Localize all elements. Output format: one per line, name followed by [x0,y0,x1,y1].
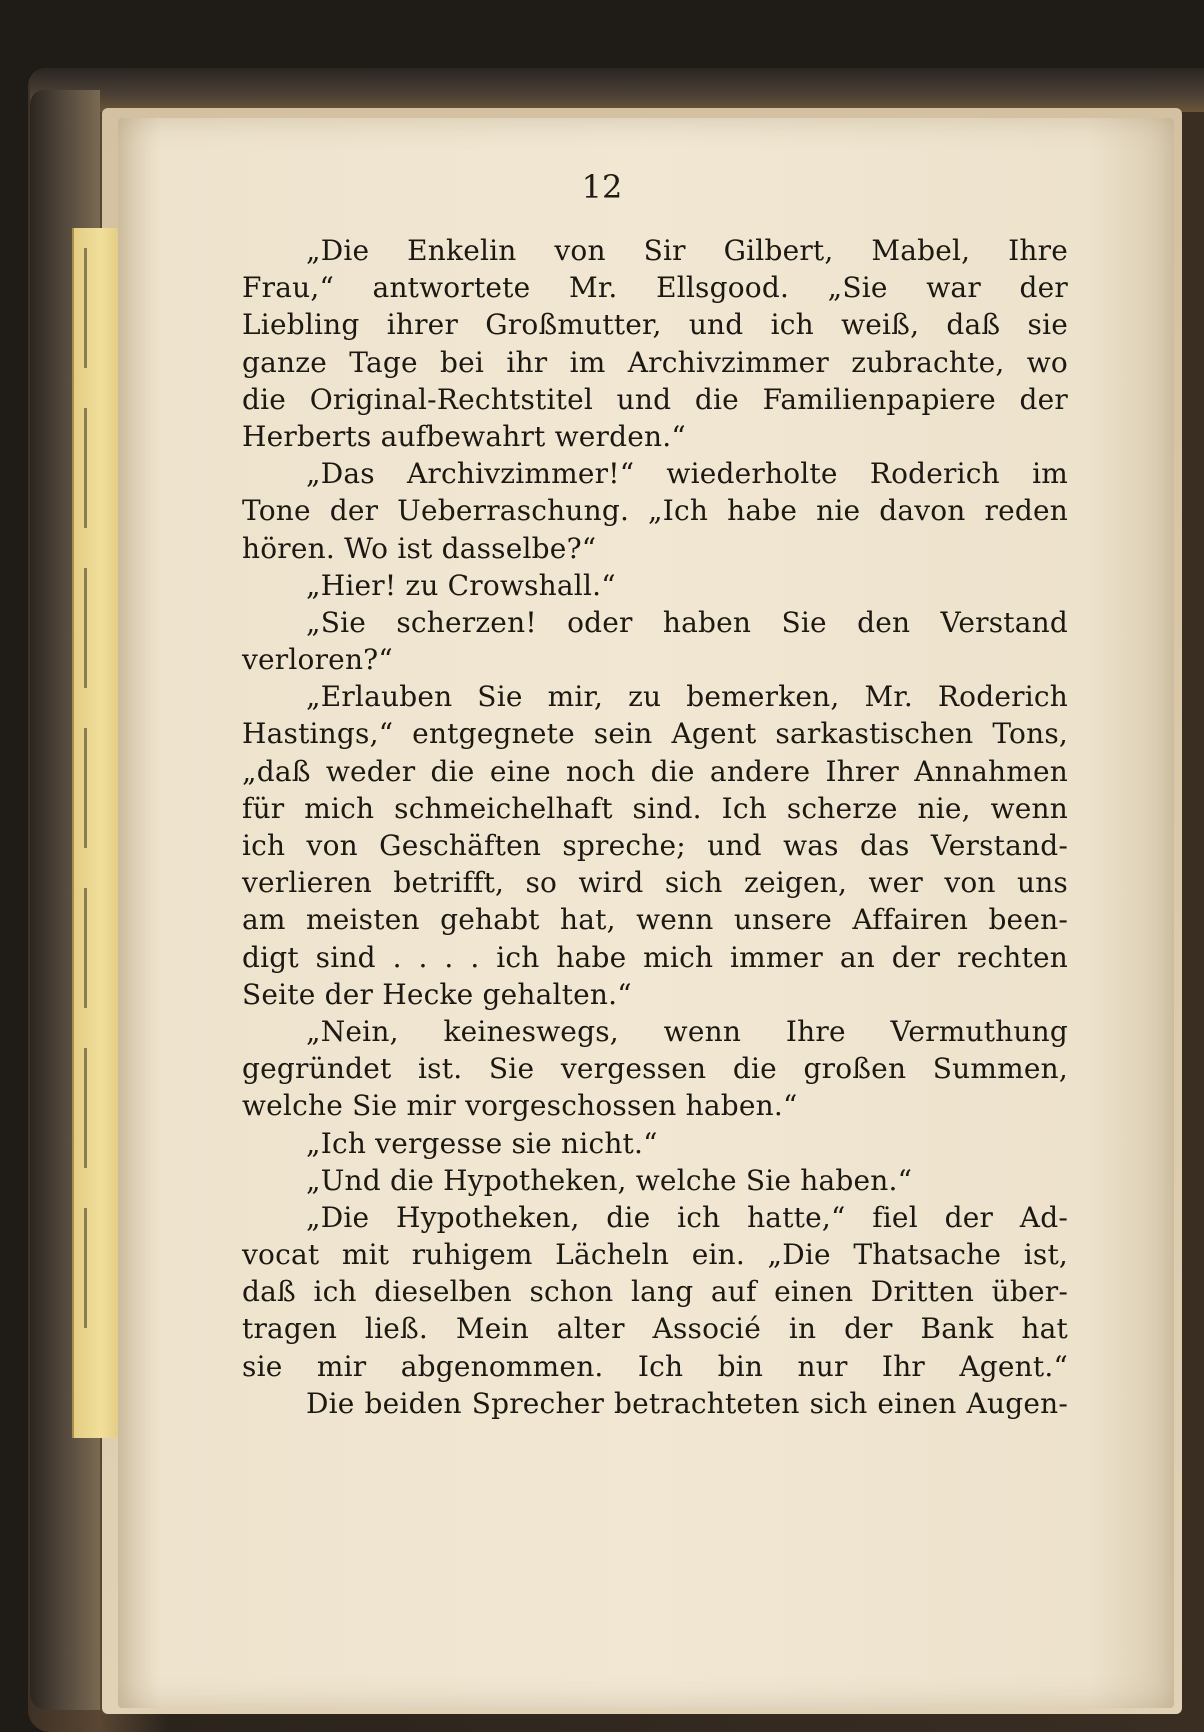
text-line: daß ich dieselben schon lang auf einen Dritten über- [242,1275,1068,1309]
text-line: „Und die Hypotheken, welche Sie haben.“ [306,1163,913,1197]
text-line: Herberts aufbewahrt werden.“ [242,419,686,453]
text-line: „daß weder die eine noch die andere Ihrer Annahmen [242,754,1068,788]
text-line: digt sind . . . . ich habe mich immer an der rechten [242,940,1068,974]
text-line: Die beiden Sprecher betrachteten sich einen Augen- [306,1386,1068,1420]
text-line: „Nein, keineswegs, wenn Ihre Vermuthung [306,1014,1068,1048]
text-line: „Sie scherzen! oder haben Sie den Verstand [306,605,1068,639]
text-line: am meisten gehabt hat, wenn unsere Affairen been- [242,903,1068,937]
text-line: die Original-Rechtstitel und die Familienpapiere der [242,382,1068,416]
text-line: „Die Hypotheken, die ich hatte,“ fiel der Ad- [306,1200,1068,1234]
text-line: Liebling ihrer Großmutter, und ich weiß, daß sie [242,308,1068,342]
text-line: Hastings,“ entgegnete sein Agent sarkastischen Tons, [242,717,1068,751]
text-line: „Die Enkelin von Sir Gilbert, Mabel, Ihre [306,234,1068,267]
text-line: gegründet ist. Sie vergessen die großen Summen, [242,1052,1068,1086]
text-line: Frau,“ antwortete Mr. Ellsgood. „Sie war der [242,271,1068,305]
text-line: ich von Geschäften spreche; und was das Verstand- [242,829,1068,862]
text-line: „Ich vergesse sie nicht.“ [306,1126,658,1160]
text-line: Tone der Ueberraschung. „Ich habe nie davon reden [242,494,1068,528]
text-line: tragen ließ. Mein alter Associé in der Bank hat [242,1312,1068,1346]
page-body-text [242,232,1068,1422]
text-line: hören. Wo ist dasselbe?“ [242,531,597,565]
text-line: verlieren betrifft, so wird sich zeigen, wer von uns [242,866,1068,900]
text-line: „Erlauben Sie mir, zu bemerken, Mr. Roderich [306,680,1068,714]
text-line: vocat mit ruhigem Lächeln ein. „Die Thatsache ist, [242,1238,1068,1272]
page-number: 12 [581,168,623,206]
text-line: Seite der Hecke gehalten.“ [242,977,632,1011]
cover-top-edge [30,68,1204,112]
text-line: „Das Archivzimmer!“ wiederholte Roderich im [306,457,1068,491]
text-line: verloren?“ [242,643,393,677]
text-line: ganze Tage bei ihr im Archivzimmer zubrachte, wo [242,345,1068,379]
text-line: „Hier! zu Crowshall.“ [306,568,616,602]
text-line: sie mir abgenommen. Ich bin nur Ihr Agent.“ [242,1349,1068,1383]
text-line: für mich schmeichelhaft sind. Ich scherze nie, wenn [242,791,1068,825]
text-line: welche Sie mir vorgeschossen haben.“ [242,1089,798,1123]
